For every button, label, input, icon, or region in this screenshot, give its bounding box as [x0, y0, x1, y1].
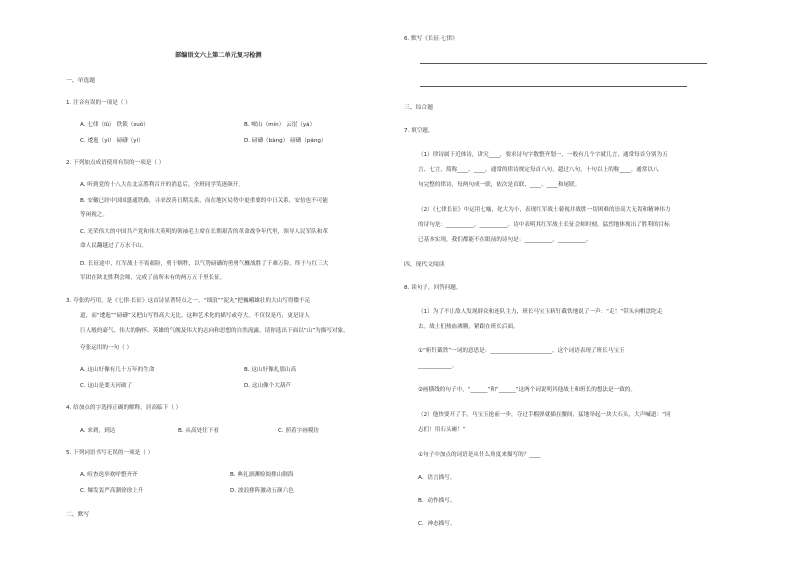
q3-line1: 3. 夸张的巧用，是《七律·长征》这首诗显著特点之一。“细浪”“泥丸”把巍峨雄壮的大山写得微不足	[66, 298, 311, 304]
q4-option-a: A. 来到，到达	[80, 428, 116, 434]
q1-option-a: A. 七律（lǜ） 铁锁（suǒ）	[80, 122, 149, 128]
q8-part1-line2: 去。战士们热血沸腾，紧跟在班长后面。	[418, 324, 519, 330]
q6-answer-line-2[interactable]	[420, 86, 687, 87]
q8-sub1-line1: ①“斩钉截铁”一词的意思是：______________________。这个词语表现了班长马宝玉	[418, 348, 625, 354]
q7-part2-line1: （2）《七律长征》中运用七喻，化大为小，表现红军战士藐视并战胜一切困难的崇高大无畏和精神伟力	[418, 207, 671, 213]
q2-option-c-line1: C. 光荣伟大的中国共产党和伟大英明的领袖毛主席在长期艰苦的革命战争年代里，领导人民军队和革	[80, 229, 328, 235]
q8-sub2: ②画横线的句子中，“______”和“______”这两个词说明其他战士和班长的想法是一致的。	[418, 387, 636, 393]
q4-option-b: B. 从高处往下看	[178, 428, 219, 434]
section-heading-comprehensive: 三、综合题	[404, 105, 433, 111]
q1-option-c: C. 逶迤（yí） 磅礴（yí）	[80, 138, 144, 144]
q8-option-b: B．动作描写。	[418, 498, 456, 504]
q2-stem: 2. 下列加点成语使用有误的一项是（ ）	[66, 160, 165, 166]
q1-option-d: D. 磅礴（bàng） 磅礴（páng）	[244, 138, 327, 144]
q2-option-a: A. 听到党的十八大在北京胜利召开的消息后，全班同学笑逐颜开。	[80, 182, 244, 188]
q4-stem: 4. 给加点的字选择正确的解释。居高临下（ ）	[66, 405, 182, 411]
section-heading-dictation: 二、默写	[66, 512, 90, 518]
q3-option-c: C. 这山是要天河破了	[80, 383, 133, 389]
q5-option-a: A. 喧杳迭举欢呼整齐齐	[80, 472, 138, 478]
q8-sub3: ①句子中加点的词语是从什么角度来描写的？____	[418, 452, 541, 458]
q7-part1-line2: 言、七言，简称____、____。通常的律诗规定每首八句，超过八句，十句以上的称____。通常以八	[418, 167, 659, 173]
section-heading-reading: 四、现代文阅读	[404, 262, 445, 268]
q3-line2: 道，而“逶迤”“磅礴”又把山写得高大无比，这种艺术化的描写或夸大，不仅仅是巧，更是诗人	[80, 313, 310, 319]
q7-part2-line3: 已基本实现，我们都能不在眼前的诗句是：__________，__________。	[418, 237, 592, 243]
section-heading-single-choice: 一、单选题	[66, 78, 95, 84]
q8-part2-line1: （2）他快要开了手，马宝玉抢前一步，夺过手榴弹就插在腰间，猛地举起一块大石头，大声喊道：“同	[418, 412, 671, 418]
q3-line4: 夸张运用的一句（ ）	[80, 345, 133, 351]
q8-part1-line1: （1）为了不让敌人发现群众和连队主力，班长马宝玉斩钉截铁地说了一声：“走！”带头向棋盘陀走	[418, 309, 663, 315]
q2-option-d-line1: D. 长征途中，红军战士不畏艰险，勇于牺牲，以气势磅礴的勇勇气概战胜了千难万险，终于与红三大	[80, 261, 329, 267]
q7-part2-line2: 的诗句是：__________，__________。诗中表明其红军战士长征会师时刻，猛烈地体现出了胜利的目标	[418, 222, 670, 228]
q1-stem: 1. 注音有误的一项是（ ）	[66, 100, 131, 106]
q5-option-b: B. 典礼凛渊检阅排山倒海	[230, 472, 294, 478]
q7-part1-line1: （1）律诗属于近体诗，讲究____，要求诗句字数整齐划一，一般有几个字就几言，通常每首分别为五	[418, 152, 668, 158]
q3-option-a: A. 这山好像有几十万年的生命	[80, 367, 155, 373]
q2-option-d-line2: 军团在陕北胜利会师，完成了前所未有的两万五千里长征。	[80, 275, 226, 281]
q2-option-b-line2: 等闲视之。	[80, 212, 108, 218]
q8-option-c: C．神态描写。	[418, 521, 456, 527]
q6-answer-line-1[interactable]	[420, 63, 707, 64]
q5-option-d: D. 波浪排阵激动五颜六色	[230, 488, 294, 494]
q5-option-c: C. 爆发轰严高潮徐徐上升	[80, 488, 144, 494]
q7-stem: 7. 填空题。	[404, 128, 434, 134]
q2-option-b-line1: B. 安徽已经中国国盛通铁路，寻求改善日期关系，而在地区局势中更重要的中日关系，安倍也不可能	[80, 198, 328, 204]
page-title: 部编语文六上第二单元复习检测	[175, 52, 262, 59]
q5-stem: 5. 下列词语书写无误的一项是（ ）	[66, 450, 154, 456]
q8-part2-line2: 志们！用石头砸！”	[418, 427, 466, 433]
q8-option-a: A．语言描写。	[418, 475, 456, 481]
q2-option-c-line2: 命人民翻越过了万水千山。	[80, 243, 148, 249]
q8-sub1-line2: ____________。	[418, 363, 458, 369]
q1-option-b: B. 岷山（mín） 云崖（yá）	[244, 122, 316, 128]
q3-option-b: B. 这山好像扎那山高	[244, 367, 297, 373]
q4-option-c: C. 照着字画模仿	[278, 428, 320, 434]
q8-stem: 8. 读句子，回答问题。	[404, 285, 462, 291]
q6-stem: 6. 默写《长征·七律》	[404, 36, 458, 42]
q3-option-d: D. 这山像个大葫芦	[244, 383, 292, 389]
q7-part1-line3: 句完整的律诗，每两句成一联，依次是首联、____、____和尾联。	[418, 182, 581, 188]
q3-line3: 巨人般的豪气、伟大的胸怀、英雄的气魄及伟大的志向和思想的自然流露。请你选出下面以“山”为描写对象，	[80, 328, 349, 334]
